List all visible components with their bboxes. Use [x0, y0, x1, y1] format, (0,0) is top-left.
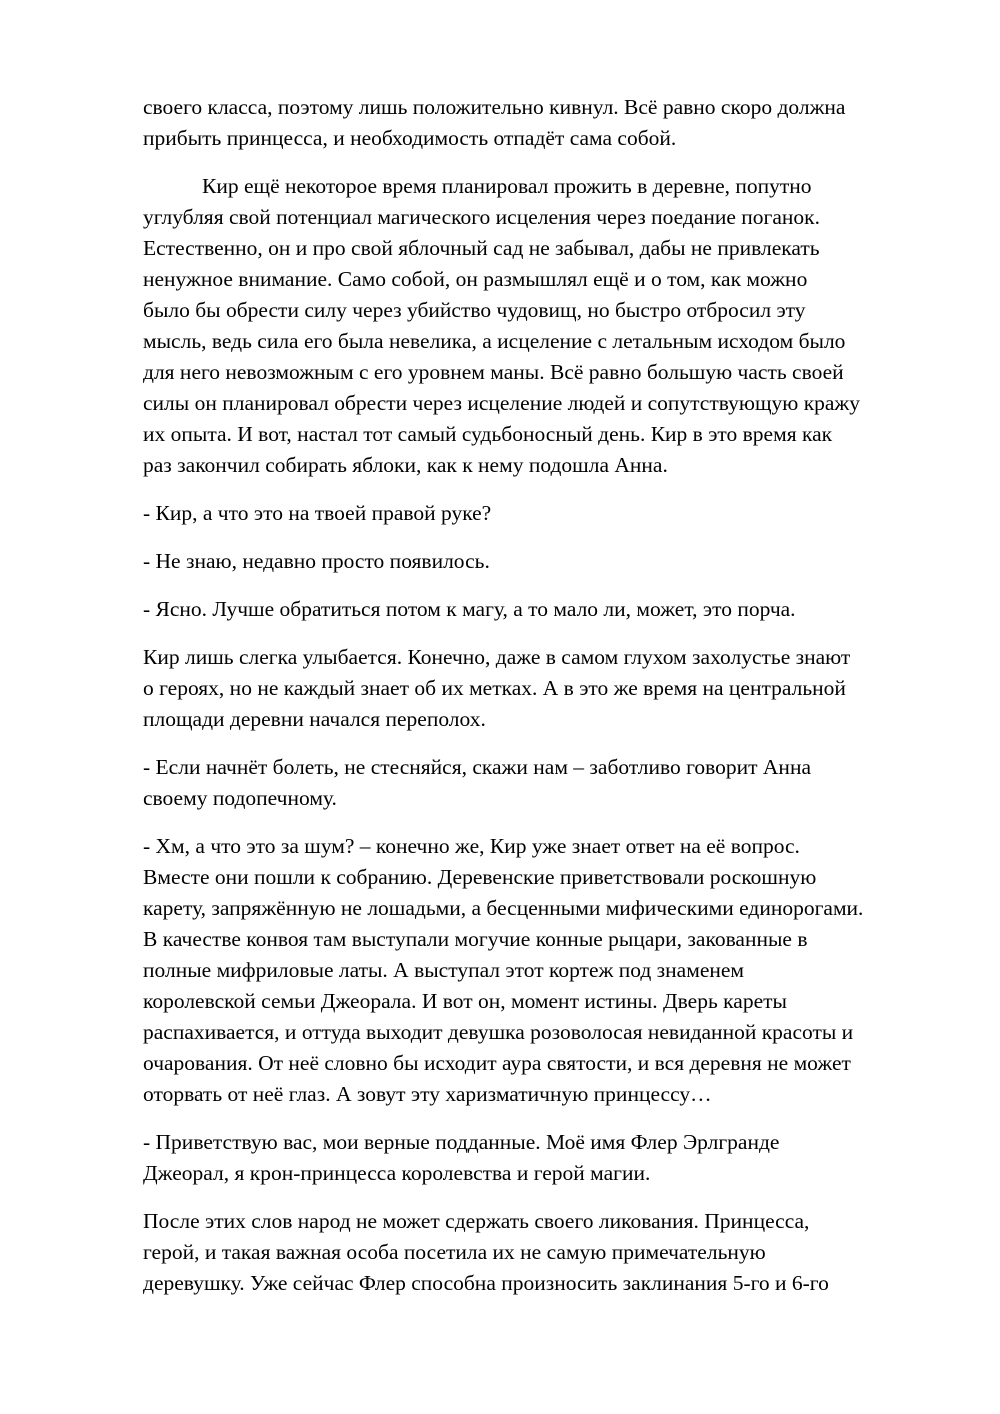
text-line: - Приветствую вас, мои верные подданные. Моё имя Флер Эрлгранде [143, 1130, 780, 1154]
paragraph [143, 92, 943, 154]
text-line: королевской семьи Джеорала. И вот он, момент истины. Дверь кареты [143, 989, 787, 1013]
text-line: мысль, ведь сила его была невелика, а исцеление с летальным исходом было [143, 329, 846, 353]
text-line: - Хм, а что это за шум? – конечно же, Кир уже знает ответ на её вопрос. [143, 834, 800, 858]
text-line: раз закончил собирать яблоки, как к нему подошла Анна. [143, 453, 668, 477]
text-line: для него невозможным с его уровнем маны. Всё равно большую часть своей [143, 360, 844, 384]
text-line: площади деревни начался переполох. [143, 707, 486, 731]
text-line: Кир ещё некоторое время планировал прожить в деревне, попутно [202, 174, 812, 198]
text-line: распахивается, и оттуда выходит девушка розоволосая невиданной красоты и [143, 1020, 854, 1044]
text-line: силы он планировал обрести через исцеление людей и сопутствующую кражу [143, 391, 861, 415]
paragraph [143, 642, 943, 735]
text-line: прибыть принцесса, и необходимость отпадёт сама собой. [143, 126, 677, 150]
paragraph [143, 831, 943, 1110]
text-line: своего класса, поэтому лишь положительно кивнул. Всё равно скоро должна [143, 95, 846, 119]
text-line: их опыта. И вот, настал тот самый судьбоносный день. Кир в это время как [143, 422, 833, 446]
text-line: было бы обрести силу через убийство чудовищ, но быстро отбросил эту [143, 298, 806, 322]
paragraph [143, 546, 943, 577]
paragraph [143, 1127, 943, 1189]
paragraph [143, 752, 943, 814]
text-line: ненужное внимание. Само собой, он размышлял ещё и о том, как можно [143, 267, 808, 291]
text-line: деревушку. Уже сейчас Флер способна произносить заклинания 5-го и 6-го [143, 1271, 829, 1295]
text-line: оторвать от неё глаз. А зовут эту харизматичную принцессу… [143, 1082, 712, 1106]
paragraph [143, 594, 943, 625]
text-line: углубляя свой потенциал магического исцеления через поедание поганок. [143, 205, 820, 229]
text-line: герой, и такая важная особа посетила их не самую примечательную [143, 1240, 766, 1264]
text-line: - Ясно. Лучше обратиться потом к магу, а то мало ли, может, это порча. [143, 597, 796, 621]
text-line: карету, запряжённую не лошадьми, а бесценными мифическими единорогами. [143, 896, 864, 920]
text-line: Джеорал, я крон-принцесса королевства и герой магии. [143, 1161, 651, 1185]
text-line: - Если начнёт болеть, не стесняйся, скажи нам – заботливо говорит Анна [143, 755, 811, 779]
text-line: После этих слов народ не может сдержать своего ликования. Принцесса, [143, 1209, 810, 1233]
text-line: В качестве конвоя там выступали могучие конные рыцари, закованные в [143, 927, 808, 951]
text-line: Кир лишь слегка улыбается. Конечно, даже в самом глухом захолустье знают [143, 645, 851, 669]
text-line: Вместе они пошли к собранию. Деревенские приветствовали роскошную [143, 865, 817, 889]
paragraph [143, 171, 943, 481]
text-line: - Не знаю, недавно просто появилось. [143, 549, 490, 573]
paragraph [143, 498, 943, 529]
text-line: своему подопечному. [143, 786, 337, 810]
text-line: полные мифриловые латы. А выступал этот кортеж под знаменем [143, 958, 745, 982]
text-content [143, 92, 943, 1316]
text-line: - Кир, а что это на твоей правой руке? [143, 501, 492, 525]
paragraph [143, 1206, 943, 1299]
text-line: очарования. От неё словно бы исходит аура святости, и вся деревня не может [143, 1051, 851, 1075]
text-line: Естественно, он и про свой яблочный сад не забывал, дабы не привлекать [143, 236, 820, 260]
text-line: о героях, но не каждый знает об их метках. А в это же время на центральной [143, 676, 846, 700]
